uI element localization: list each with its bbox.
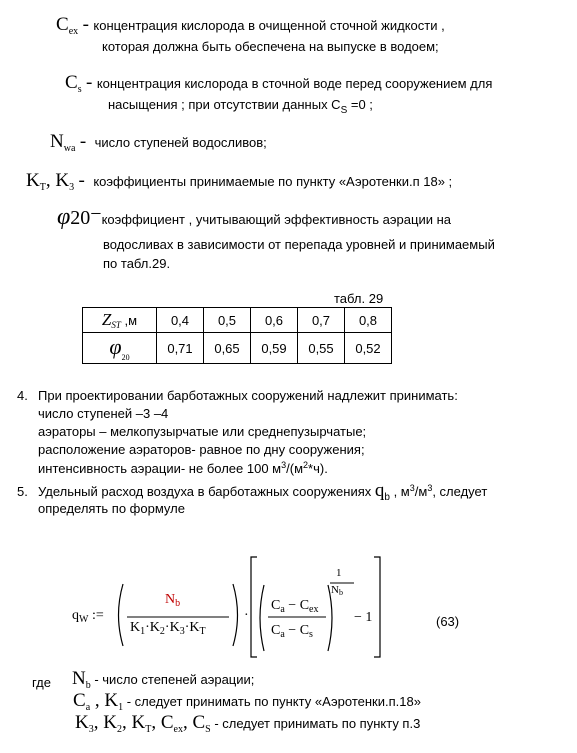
formula-lhs-q: q xyxy=(72,608,79,623)
formula-den-kt-sub: T xyxy=(199,626,206,637)
table-head-zst-sub: ST xyxy=(111,320,121,330)
def-cs-text: концентрация кислорода в сточной воде перед сооружением для xyxy=(96,76,493,91)
def-phi20-cont2: по табл.29. xyxy=(103,256,171,271)
def-nwa-symbol: N xyxy=(50,131,64,152)
where-l3-cex-sub: ex xyxy=(173,724,183,735)
table-cell: 0,5 xyxy=(204,308,251,333)
formula-ca-2-sub: a xyxy=(280,629,285,640)
item5-sup2: 3 xyxy=(427,483,433,493)
formula-nb xyxy=(165,592,180,609)
formula-ca-sub: a xyxy=(280,604,285,615)
where-l3-text: - следует принимать по пункту п.3 xyxy=(210,716,421,731)
table-caption: табл. 29 xyxy=(334,291,384,306)
where-line2 xyxy=(73,690,421,713)
item4-line5a: интенсивность аэрации- не более 100 м xyxy=(38,461,282,476)
formula-den-k2-sub: 2 xyxy=(159,626,165,637)
where-l3-k2: K xyxy=(103,712,117,733)
formula-minus-1: − xyxy=(288,598,297,613)
where-l2-k1: K xyxy=(104,690,119,711)
def-cs-dash: - xyxy=(86,72,93,93)
item5-sup1: 3 xyxy=(409,483,415,493)
table-head-phi20-sub: 20 xyxy=(121,353,130,362)
formula-den-k1: K xyxy=(130,620,141,635)
def-kt-symbol: K xyxy=(26,170,40,191)
where-l1-text: - число степеней аэрации; xyxy=(90,672,255,687)
def-nwa-dash: - xyxy=(79,131,87,152)
formula-den-k2: K xyxy=(149,620,160,635)
formula-ca-2: C xyxy=(271,623,281,638)
formula-inner-denominator xyxy=(271,623,313,640)
item5-sub: b xyxy=(384,492,390,503)
paren-right xyxy=(233,584,238,646)
item4-line1: При проектировании барботажных сооружений надлежит принимать: xyxy=(38,388,458,403)
inner-paren-left xyxy=(260,585,264,651)
where-l2-text: - следует принимать по пункту «Аэротенки.п.18» xyxy=(123,694,421,709)
paren-left xyxy=(119,584,124,646)
formula-cex-sub: ex xyxy=(309,604,319,615)
item4-line5c: *ч). xyxy=(308,461,328,476)
def-phi20-num: 20 xyxy=(70,207,91,229)
def-cex-symbol: C xyxy=(56,14,69,35)
item4-line5-sup1: 3 xyxy=(281,460,287,470)
where-l2-k1-sub: 1 xyxy=(118,702,124,713)
where-l2-ca: C xyxy=(73,690,86,711)
formula-cs-sub: s xyxy=(309,629,313,640)
def-k3-sub: 3 xyxy=(69,182,75,193)
formula-cex: C xyxy=(299,598,310,613)
table-cell: 0,55 xyxy=(298,333,345,364)
formula-paren-left-group xyxy=(113,580,243,650)
def-phi20-cont1: водосливах в зависимости от перепада уровней и принимаемый xyxy=(103,237,495,252)
def-phi20-dash: − xyxy=(90,203,102,225)
item4-line4: расположение аэраторов- равное по дну сооружения; xyxy=(38,442,365,457)
where-l3-kt-sub: T xyxy=(145,724,152,735)
where-lead: где xyxy=(32,675,51,690)
formula-denominator: $K_1\cdot K_2\cdot K_3\cdot K_T$ xyxy=(130,620,206,637)
table-head-phi20-symbol: φ xyxy=(109,334,122,359)
table-cell: 0,8 xyxy=(345,308,392,333)
item5-line1c: /м xyxy=(414,484,428,499)
where-l3-cs-sub: S xyxy=(205,724,211,735)
table-cell: 0,52 xyxy=(345,333,392,364)
formula-den-k3: K xyxy=(169,620,180,635)
formula-number: (63) xyxy=(436,614,460,629)
where-l1-symbol: N xyxy=(72,668,86,689)
table-cell: 0,71 xyxy=(157,333,204,364)
formula-exp-den-sub: b xyxy=(338,588,343,597)
item5-line1d: , следует xyxy=(432,484,488,499)
def-kt-sub: T xyxy=(39,182,46,193)
item4-line5-sup2: 2 xyxy=(303,460,309,470)
where-line1 xyxy=(72,668,254,691)
def-cex-dash: - xyxy=(82,14,89,35)
table-cell: 0,59 xyxy=(251,333,298,364)
where-l2-ca-sub: a xyxy=(85,702,91,713)
def-cex-text: концентрация кислорода в очищенной сточной жидкости , xyxy=(93,18,445,33)
formula-assign: := xyxy=(91,608,104,623)
def-nwa-sub: wa xyxy=(63,143,76,154)
where-l2-sep: , xyxy=(90,690,105,711)
table-cell: 0,4 xyxy=(157,308,204,333)
formula-lhs xyxy=(72,608,104,625)
def-cex-sub: ex xyxy=(68,26,79,37)
where-line3: $K_3$, $K_2$, $K_T$, $C_{ex}$, $C_S$ - следует принимать по пункту п.3 xyxy=(75,712,421,735)
formula-den-k1-sub: 1 xyxy=(140,626,146,637)
formula-minus-2: − xyxy=(288,623,297,638)
where-l3-k3: K xyxy=(75,712,89,733)
formula-nb-sub: b xyxy=(175,598,181,609)
formula-nb-n: N xyxy=(165,592,176,607)
formula-dot: · xyxy=(244,608,249,623)
formula-inner-numerator xyxy=(271,598,319,615)
formula-ca: C xyxy=(271,598,281,613)
def-phi20-symbol: φ xyxy=(57,204,71,230)
item4-line2: число ступеней –3 –4 xyxy=(38,406,169,421)
item5-symbol: q xyxy=(374,480,385,501)
where-l3-cs: C xyxy=(192,712,206,733)
table-cell: 0,7 xyxy=(298,308,345,333)
def-cex-cont: которая должна быть обеспечена на выпуске в водоем; xyxy=(102,39,439,54)
formula-den-k3-sub: 3 xyxy=(179,626,185,637)
where-l3-cex: C xyxy=(160,712,174,733)
where-l3-k3-sub: 3 xyxy=(88,724,94,735)
table-cell: 0,65 xyxy=(204,333,251,364)
table-head-zst-unit: ,м xyxy=(120,313,138,328)
def-nwa-text: число ступеней водосливов; xyxy=(94,135,267,150)
def-cs-sub: s xyxy=(77,84,82,95)
formula-cs: C xyxy=(299,623,310,638)
def-cs-cont-sub: S xyxy=(340,105,348,116)
table-head-zst-symbol: Z xyxy=(101,310,112,329)
formula-exp-den xyxy=(331,584,343,597)
formula-den-kt: K xyxy=(189,620,200,635)
def-k3-symbol: K xyxy=(55,170,70,191)
def-kt-dash: - xyxy=(78,170,85,191)
def-cs-cont-a: насыщения ; при отсутствии данных C xyxy=(108,97,341,112)
formula-lhs-sub: W xyxy=(79,614,89,625)
table-cell: 0,6 xyxy=(251,308,298,333)
def-kt-text: коэффициенты принимаемые по пункту «Аэротенки.п 18» ; xyxy=(93,174,453,189)
item5-line1b: , м xyxy=(389,484,410,499)
def-cs-cont-b: =0 ; xyxy=(347,97,373,112)
item4-number: 4. xyxy=(17,388,28,403)
def-kt-sep: , xyxy=(45,170,56,191)
where-l3-kt: K xyxy=(131,712,146,733)
def-cs-symbol: C xyxy=(65,72,78,93)
item5-line1a: Удельный расход воздуха в барботажных сооружениях xyxy=(38,484,375,499)
item4-line3: аэраторы – мелкопузырчатые или среднепузырчатые; xyxy=(38,424,367,439)
bracket-right xyxy=(374,557,380,657)
item4-line5b: /(м xyxy=(286,461,304,476)
def-phi20-text: коэффициент , учитывающий эффективность аэрации на xyxy=(101,212,451,227)
formula-exp-num: 1 xyxy=(336,567,342,579)
formula-exp-den-n: N xyxy=(331,584,339,596)
where-l3-k2-sub: 2 xyxy=(116,724,122,735)
item5-line2: определять по формуле xyxy=(38,501,185,516)
formula-minus-one: − 1 xyxy=(354,610,373,625)
where-l1-sub: b xyxy=(85,680,91,691)
bracket-left xyxy=(251,557,257,657)
item5-number: 5. xyxy=(17,484,28,499)
